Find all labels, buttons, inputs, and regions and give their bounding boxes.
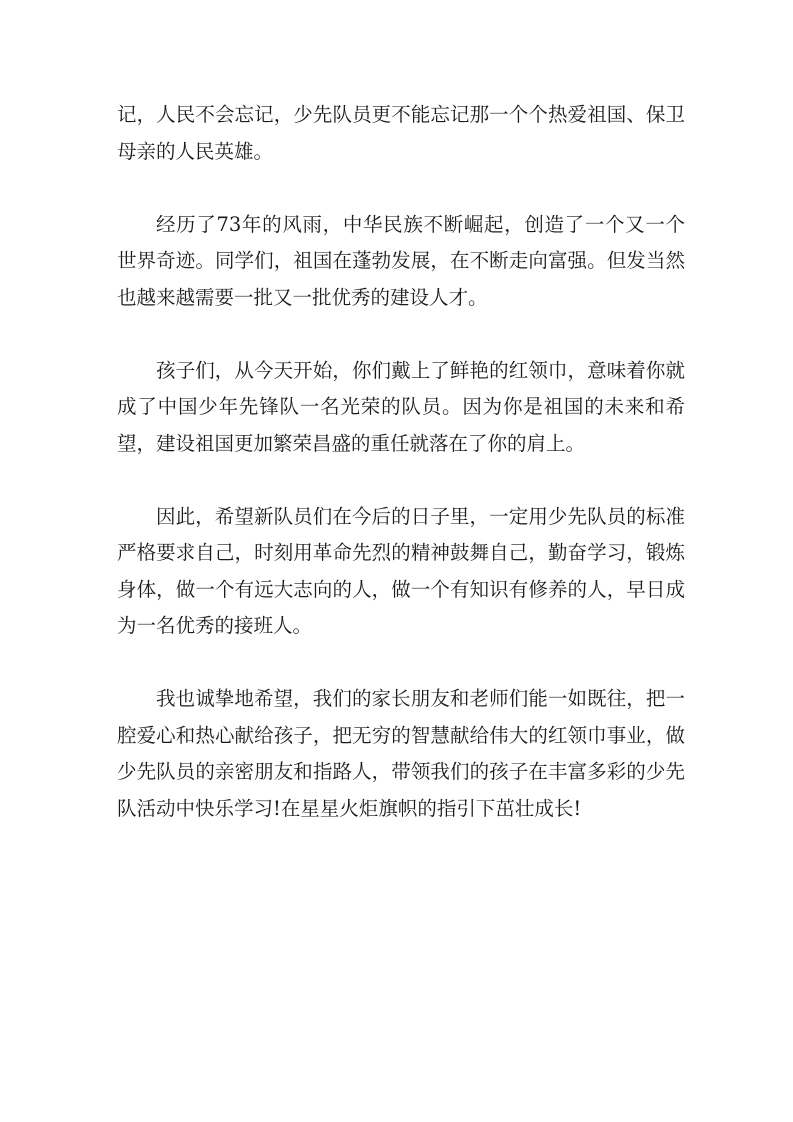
paragraph-4: 因此，希望新队员们在今后的日子里，一定用少先队员的标准严格要求自己，时刻用革命先烈的精神鼓舞自己，勤奋学习，锻炼身体，做一个有远大志向的人，做一个有知识有修养的人，早日成为一名优秀的接班人。 <box>117 504 685 637</box>
paragraph-2: 经历了73年的风雨，中华民族不断崛起，创造了一个又一个世界奇迹。同学们，祖国在蓬勃发展，在不断走向富强。但发当然也越来越需要一批又一批优秀的建设人才。 <box>117 212 685 309</box>
paragraph-3: 孩子们，从今天开始，你们戴上了鲜艳的红领巾，意味着你就成了中国少年先锋队一名光荣的队员。因为你是祖国的未来和希望，建设祖国更加繁荣昌盛的重任就落在了你的肩上。 <box>117 358 685 455</box>
paragraph-5: 我也诚挚地希望，我们的家长朋友和老师们能一如既往，把一腔爱心和热心献给孩子，把无穷的智慧献给伟大的红领巾事业，做少先队员的亲密朋友和指路人，带领我们的孩子在丰富多彩的少先队活动中快乐学习!在星星火炬旗帜的指引下茁壮成长! <box>117 687 685 820</box>
paragraph-1: 记，人民不会忘记，少先队员更不能忘记那一个个热爱祖国、保卫母亲的人民英雄。 <box>117 103 685 163</box>
document-body <box>117 97 685 864</box>
